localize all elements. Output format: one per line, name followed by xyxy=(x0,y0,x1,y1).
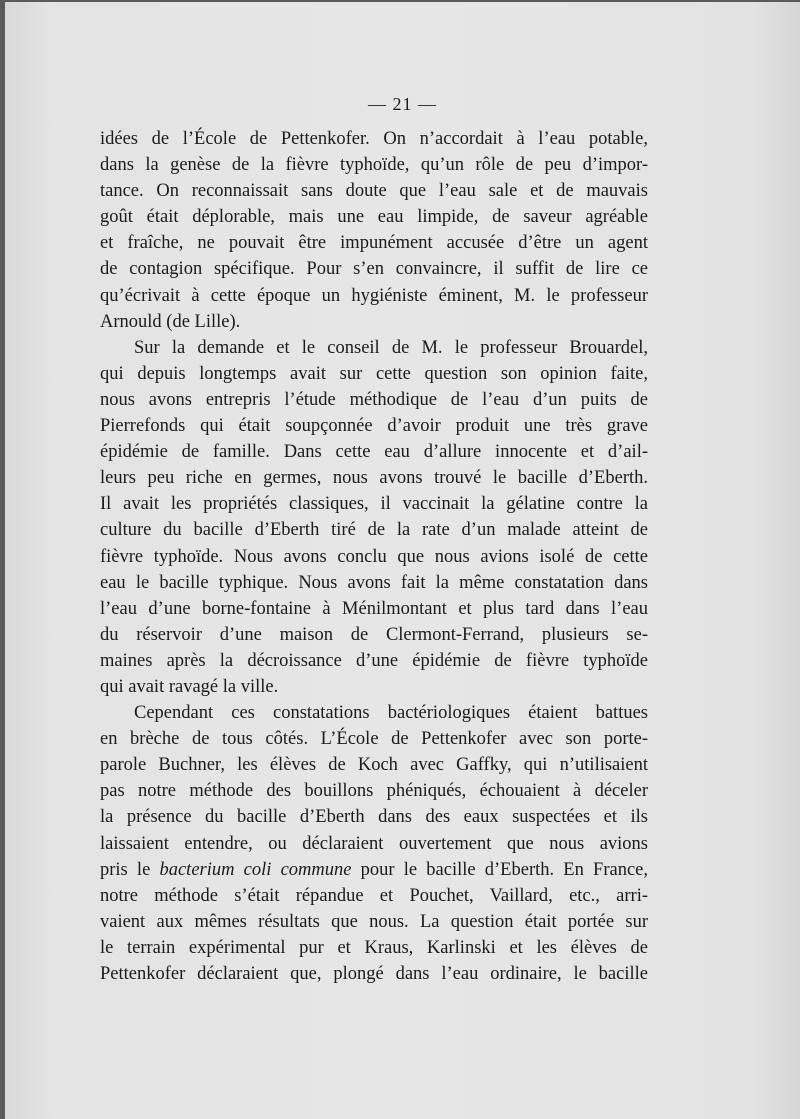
text-line: fièvre typhoïde. Nous avons conclu que nous avions isolé de cette xyxy=(100,546,648,567)
body-text xyxy=(100,126,648,987)
text-line: l’eau d’une borne-fontaine à Ménilmontant et plus tard dans l’eau xyxy=(100,598,648,619)
text-line: et fraîche, ne pouvait être impunément accusée d’être un agent xyxy=(100,233,648,254)
text-line: eau le bacille typhique. Nous avons fait la même constatation dans xyxy=(100,572,648,593)
text-line: Pierrefonds qui était soupçonnée d’avoir produit une très grave xyxy=(100,416,648,437)
text-line: maines après la décroissance d’une épidémie de fièvre typhoïde xyxy=(100,650,648,671)
text-line: tance. On reconnaissait sans doute que l’eau sale et de mauvais xyxy=(100,181,648,202)
text-line: laissaient entendre, ou déclaraient ouvertement que nous avions xyxy=(100,833,648,854)
text-line: notre méthode s’était répandue et Pouchet, Vaillard, etc., arri- xyxy=(100,885,648,906)
page-number: — 21 — xyxy=(368,94,437,114)
text-line: Cependant ces constatations bactériologiques étaient battues xyxy=(134,703,648,724)
text-line: le terrain expérimental pur et Kraus, Karlinski et les élèves de xyxy=(100,937,648,958)
text-line: goût était déplorable, mais une eau limpide, de saveur agréable xyxy=(100,207,648,228)
text-line: Sur la demande et le conseil de M. le professeur Brouardel, xyxy=(134,337,648,358)
text-line: parole Buchner, les élèves de Koch avec Gaffky, qui n’utilisaient xyxy=(100,755,648,776)
document-page xyxy=(5,2,800,1119)
text-line: dans la genèse de la fièvre typhoïde, qu’un rôle de peu d’impor- xyxy=(100,155,648,176)
text-line: en brèche de tous côtés. L’École de Pettenkofer avec son porte- xyxy=(100,729,648,750)
text-line: idées de l’École de Pettenkofer. On n’accordait à l’eau potable, xyxy=(100,129,648,149)
text-line: Il avait les propriétés classiques, il vaccinait la gélatine contre la xyxy=(100,494,648,515)
text-line: culture du bacille d’Eberth tiré de la rate d’un malade atteint de xyxy=(100,520,648,541)
italic-term: bacterium coli commune xyxy=(159,859,352,880)
text-line: qu’écrivait à cette époque un hygiéniste éminent, M. le professeur xyxy=(100,285,648,306)
text-line: Arnould (de Lille). xyxy=(100,311,241,332)
text-line: la présence du bacille d’Eberth dans des eaux suspectées et ils xyxy=(100,807,648,828)
text-line: qui avait ravagé la ville. xyxy=(100,676,279,697)
paragraph xyxy=(100,335,648,700)
text-line: du réservoir d’une maison de Clermont-Ferrand, plusieurs se- xyxy=(100,624,648,645)
text-line: épidémie de famille. Dans cette eau d’allure innocente et d’ail- xyxy=(100,442,648,463)
text-line: de contagion spécifique. Pour s’en convaincre, il suffit de lire ce xyxy=(100,259,648,280)
text-line: vaient aux mêmes résultats que nous. La question était portée sur xyxy=(100,911,648,932)
text-line: Pettenkofer déclaraient que, plongé dans l’eau ordinaire, le bacille xyxy=(100,964,648,984)
text-line: leurs peu riche en germes, nous avons trouvé le bacille d’Eberth. xyxy=(100,468,648,489)
text-line: pas notre méthode des bouillons phéniqués, échouaient à déceler xyxy=(100,781,648,802)
paragraph xyxy=(100,126,648,335)
text-line: nous avons entrepris l’étude méthodique de l’eau d’un puits de xyxy=(100,389,648,410)
text-line: pris le bacterium coli commune pour le bacille d’Eberth. En France, xyxy=(100,859,648,880)
paragraph xyxy=(100,700,648,987)
text-line: qui depuis longtemps avait sur cette question son opinion faite, xyxy=(100,363,648,384)
